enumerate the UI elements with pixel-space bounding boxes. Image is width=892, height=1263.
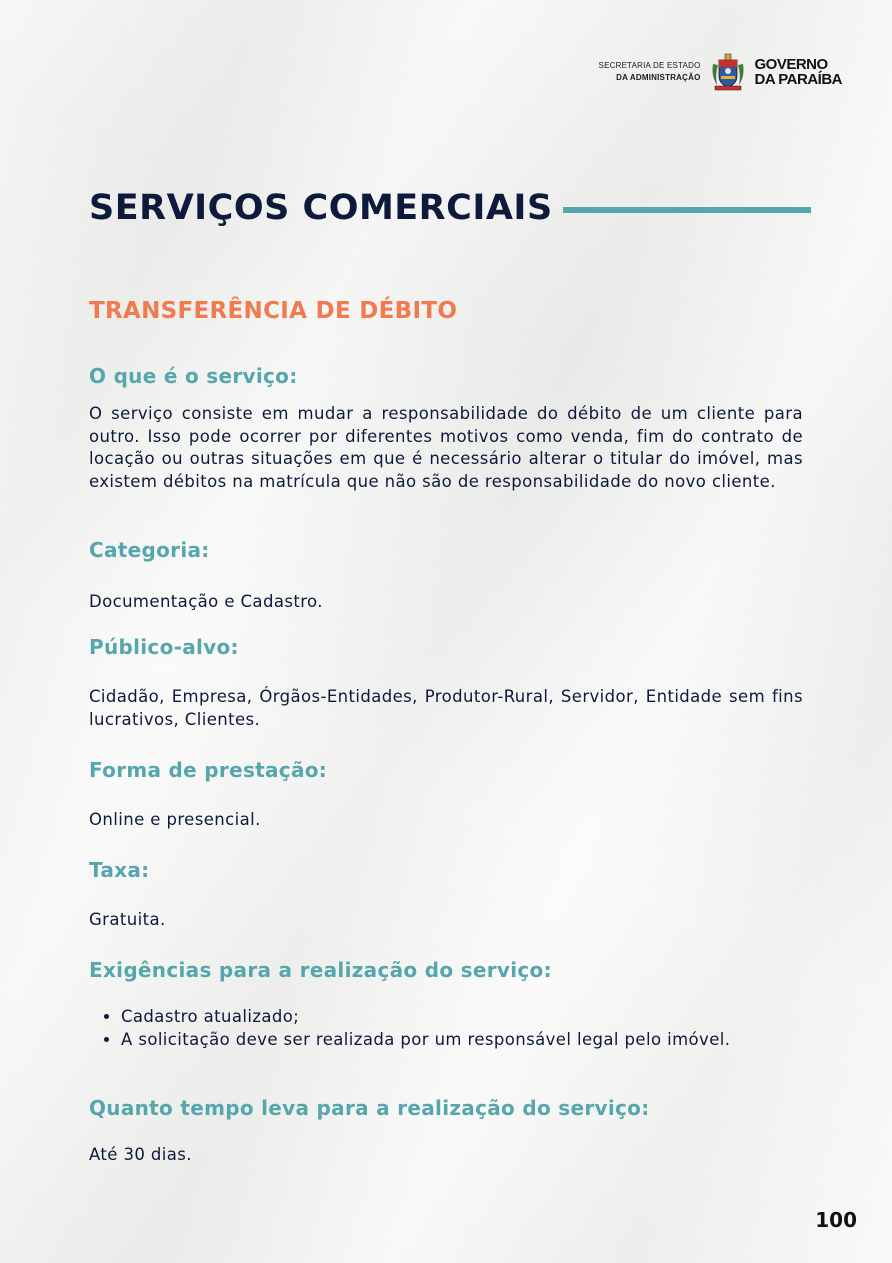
audience-heading: Público-alvo:: [89, 635, 239, 659]
page-number: 100: [815, 1208, 857, 1232]
time-text: Até 30 dias.: [89, 1145, 192, 1164]
what-text: O serviço consiste em mudar a responsabilidade do débito de um cliente para outro. Isso pode ocorrer por diferentes motivos como venda, fim do contrato de locação ou outras situações em que é necessário alterar o titular do imóvel, mas existem débitos na matrícula que não são de responsabilidade do novo cliente.: [89, 404, 803, 491]
governo-line-1: GOVERNO: [754, 56, 828, 73]
list-item: • Cadastro atualizado;: [121, 1006, 803, 1029]
secretaria-line-1: SECRETARIA DE ESTADO: [598, 61, 701, 70]
title-underline-decoration: [563, 207, 811, 213]
audience-text: Cidadão, Empresa, Órgãos-Entidades, Produtor-Rural, Servidor, Entidade sem fins lucrativos, Clientes.: [89, 687, 803, 729]
requirements-list: [89, 1006, 803, 1051]
delivery-text: Online e presencial.: [89, 810, 261, 829]
delivery-heading: Forma de prestação:: [89, 758, 328, 782]
governo-line-2: DA PARAÍBA: [754, 71, 842, 88]
time-heading: Quanto tempo leva para a realização do serviço:: [89, 1096, 650, 1120]
category-heading: Categoria:: [89, 538, 210, 562]
governo-logo-text: [755, 57, 843, 87]
category-text: Documentação e Cadastro.: [89, 592, 323, 611]
secretaria-label: [599, 60, 701, 84]
requirements-heading: Exigências para a realização do serviço:: [89, 958, 552, 982]
list-item: • A solicitação deve ser realizada por um responsável legal pelo imóvel.: [121, 1029, 803, 1052]
fee-heading: Taxa:: [89, 858, 150, 882]
page-title: SERVIÇOS COMERCIAIS: [89, 188, 553, 228]
paraiba-coat-of-arms-icon: [709, 52, 747, 92]
what-heading: O que é o serviço:: [89, 364, 298, 388]
fee-text: Gratuita.: [89, 910, 166, 929]
service-name: TRANSFERÊNCIA DE DÉBITO: [89, 298, 458, 324]
page-title-row: [89, 188, 811, 228]
secretaria-line-2: DA ADMINISTRAÇÃO: [616, 73, 701, 82]
page-header: [599, 52, 842, 92]
